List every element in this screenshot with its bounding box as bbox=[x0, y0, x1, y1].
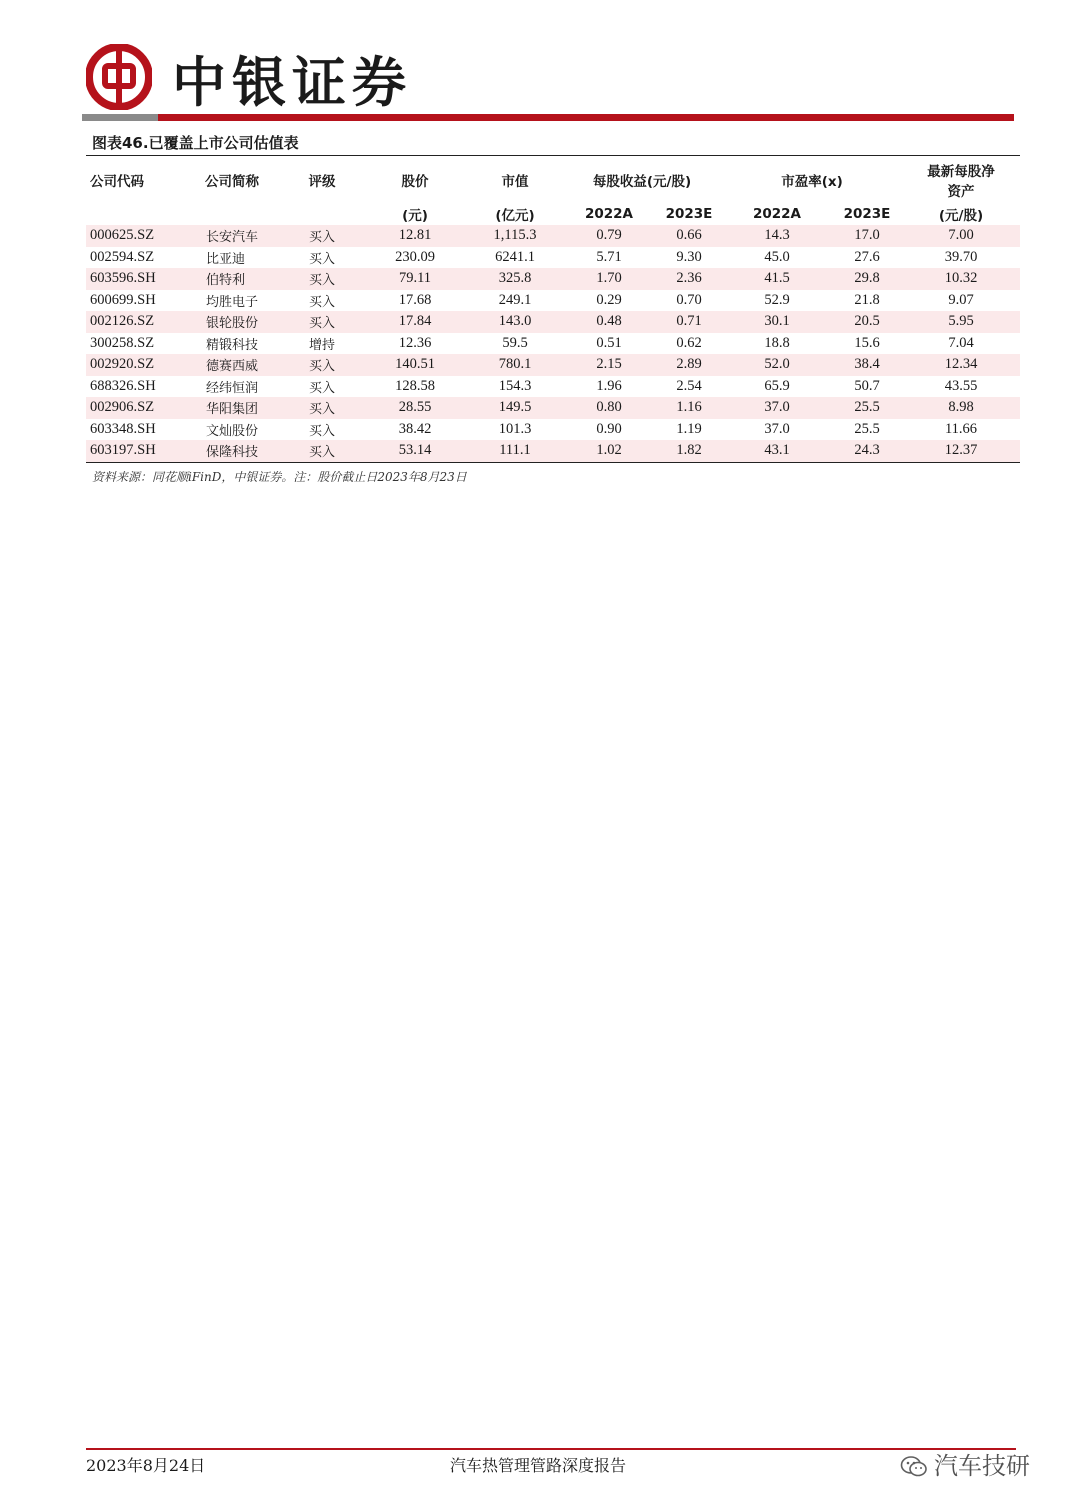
cell-price: 128.58 bbox=[395, 377, 435, 394]
cell-eps-2022: 0.29 bbox=[596, 291, 622, 308]
table-row bbox=[86, 397, 1020, 419]
cell-bvps: 12.34 bbox=[902, 354, 1020, 376]
cell-mcap: 101.3 bbox=[498, 420, 532, 437]
cell-mcap: 111.1 bbox=[468, 440, 562, 462]
header-row-1 bbox=[86, 157, 1020, 203]
col-header-name: 公司简称 bbox=[205, 174, 259, 190]
cell-eps-2023: 2.54 bbox=[676, 377, 702, 394]
footer-date: 2023年8月24日 bbox=[86, 1456, 206, 1475]
cell-eps-2022: 1.70 bbox=[562, 268, 656, 290]
cell-bvps: 7.04 bbox=[948, 334, 974, 351]
bvps-line2: 资产 bbox=[947, 184, 975, 200]
cell-rating: 买入 bbox=[308, 251, 335, 267]
mcap-unit: (亿元) bbox=[495, 208, 535, 224]
col-header-code: 公司代码 bbox=[90, 174, 144, 190]
table-row bbox=[86, 268, 1020, 290]
cell-eps-2023: 9.30 bbox=[676, 248, 702, 265]
table-row bbox=[86, 440, 1020, 462]
cell-eps-2023: 2.36 bbox=[656, 268, 722, 290]
cell-pe-2022: 30.1 bbox=[722, 311, 832, 333]
bank-of-china-logo bbox=[86, 44, 152, 110]
cell-bvps: 5.95 bbox=[902, 311, 1020, 333]
cell-rating: 买入 bbox=[282, 311, 362, 333]
cell-pe-2023: 38.4 bbox=[832, 354, 902, 376]
cell-code: 603348.SH bbox=[90, 420, 156, 437]
cell-mcap: 154.3 bbox=[498, 377, 532, 394]
table-row bbox=[86, 354, 1020, 376]
cell-eps-2022: 0.48 bbox=[562, 311, 656, 333]
cell-mcap: 325.8 bbox=[468, 268, 562, 290]
pe-2022-header: 2022A bbox=[752, 206, 802, 222]
cell-name: 文灿股份 bbox=[206, 423, 259, 439]
cell-rating: 买入 bbox=[308, 294, 335, 310]
cell-code: 002126.SZ bbox=[86, 311, 182, 333]
cell-price: 17.68 bbox=[398, 291, 432, 308]
cell-mcap: 249.1 bbox=[498, 291, 532, 308]
cell-name: 银轮股份 bbox=[182, 311, 282, 333]
header-bar-gray bbox=[82, 114, 158, 121]
cell-eps-2022: 1.02 bbox=[562, 440, 656, 462]
watermark-text: 汽车技研 bbox=[934, 1452, 1030, 1480]
table-row bbox=[86, 419, 1020, 441]
cell-pe-2023: 21.8 bbox=[854, 291, 880, 308]
cell-name: 精锻科技 bbox=[206, 337, 259, 353]
cell-name: 伯特利 bbox=[182, 268, 282, 290]
cell-code: 600699.SH bbox=[90, 291, 156, 308]
watermark bbox=[900, 1446, 1030, 1481]
cell-pe-2022: 43.1 bbox=[722, 440, 832, 462]
cell-mcap: 149.5 bbox=[468, 397, 562, 419]
cell-code: 300258.SZ bbox=[90, 334, 155, 351]
col-header-price: 股价 bbox=[401, 174, 429, 190]
cell-pe-2023: 50.7 bbox=[854, 377, 880, 394]
cell-eps-2022: 1.96 bbox=[596, 377, 622, 394]
col-header-bvps bbox=[902, 157, 1020, 203]
cell-pe-2023: 25.5 bbox=[854, 420, 880, 437]
cell-price: 140.51 bbox=[362, 354, 468, 376]
cell-pe-2022: 52.0 bbox=[722, 354, 832, 376]
cell-rating: 买入 bbox=[282, 354, 362, 376]
table-row bbox=[86, 333, 1020, 355]
table-body bbox=[86, 225, 1020, 462]
cell-price: 28.55 bbox=[362, 397, 468, 419]
cell-mcap: 59.5 bbox=[502, 334, 528, 351]
cell-pe-2022: 45.0 bbox=[764, 248, 790, 265]
cell-rating: 增持 bbox=[308, 337, 335, 353]
cell-price: 12.36 bbox=[398, 334, 432, 351]
bvps-unit: (元/股) bbox=[938, 208, 984, 224]
cell-eps-2023: 0.66 bbox=[656, 225, 722, 247]
cell-bvps: 39.70 bbox=[944, 248, 978, 265]
table-row bbox=[86, 290, 1020, 312]
eps-2023-header: 2023E bbox=[665, 206, 713, 222]
valuation-table bbox=[86, 157, 1020, 463]
cell-pe-2022: 18.8 bbox=[764, 334, 790, 351]
cell-pe-2022: 65.9 bbox=[764, 377, 790, 394]
col-header-rating: 评级 bbox=[308, 174, 336, 190]
header-row-2 bbox=[86, 203, 1020, 225]
cell-name: 长安汽车 bbox=[182, 225, 282, 247]
cell-name: 经纬恒润 bbox=[206, 380, 259, 396]
title-rule bbox=[86, 155, 1020, 156]
cell-code: 000625.SZ bbox=[86, 225, 182, 247]
cell-price: 53.14 bbox=[362, 440, 468, 462]
cell-price: 12.81 bbox=[362, 225, 468, 247]
cell-name: 均胜电子 bbox=[206, 294, 259, 310]
cell-pe-2023: 27.6 bbox=[854, 248, 880, 265]
cell-bvps: 9.07 bbox=[948, 291, 974, 308]
cell-pe-2022: 37.0 bbox=[722, 397, 832, 419]
cell-mcap: 143.0 bbox=[468, 311, 562, 333]
cell-eps-2022: 2.15 bbox=[562, 354, 656, 376]
table-row bbox=[86, 247, 1020, 269]
cell-bvps: 12.37 bbox=[902, 440, 1020, 462]
cell-bvps: 8.98 bbox=[902, 397, 1020, 419]
cell-eps-2023: 1.16 bbox=[656, 397, 722, 419]
cell-eps-2022: 0.80 bbox=[562, 397, 656, 419]
cell-rating: 买入 bbox=[282, 268, 362, 290]
cell-pe-2022: 41.5 bbox=[722, 268, 832, 290]
cell-eps-2023: 0.71 bbox=[656, 311, 722, 333]
cell-name: 保隆科技 bbox=[182, 440, 282, 462]
table-row bbox=[86, 311, 1020, 333]
col-header-eps: 每股收益(元/股) bbox=[592, 174, 692, 190]
eps-2022-header: 2022A bbox=[584, 206, 634, 222]
cell-eps-2023: 1.82 bbox=[656, 440, 722, 462]
page-header bbox=[0, 0, 1080, 125]
cell-pe-2022: 14.3 bbox=[722, 225, 832, 247]
cell-eps-2023: 0.62 bbox=[676, 334, 702, 351]
cell-code: 002920.SZ bbox=[86, 354, 182, 376]
col-header-mcap: 市值 bbox=[501, 174, 529, 190]
cell-eps-2023: 0.70 bbox=[676, 291, 702, 308]
cell-price: 79.11 bbox=[362, 268, 468, 290]
cell-eps-2023: 1.19 bbox=[676, 420, 702, 437]
cell-code: 688326.SH bbox=[90, 377, 156, 394]
header-bar-red bbox=[158, 114, 1014, 121]
cell-name: 华阳集团 bbox=[182, 397, 282, 419]
cell-rating: 买入 bbox=[308, 380, 335, 396]
cell-pe-2022: 37.0 bbox=[764, 420, 790, 437]
cell-pe-2023: 17.0 bbox=[832, 225, 902, 247]
cell-eps-2022: 0.79 bbox=[562, 225, 656, 247]
wechat-icon bbox=[900, 1455, 928, 1479]
cell-pe-2023: 20.5 bbox=[832, 311, 902, 333]
cell-eps-2023: 2.89 bbox=[656, 354, 722, 376]
cell-eps-2022: 5.71 bbox=[596, 248, 622, 265]
cell-mcap: 780.1 bbox=[468, 354, 562, 376]
cell-code: 603197.SH bbox=[86, 440, 182, 462]
cell-bvps: 43.55 bbox=[944, 377, 978, 394]
cell-name: 比亚迪 bbox=[206, 251, 246, 267]
brand-name: 中银证券 bbox=[172, 50, 412, 114]
cell-rating: 买入 bbox=[282, 440, 362, 462]
cell-eps-2022: 0.90 bbox=[596, 420, 622, 437]
cell-bvps: 10.32 bbox=[902, 268, 1020, 290]
col-header-pe: 市盈率(x) bbox=[781, 174, 843, 190]
cell-bvps: 11.66 bbox=[944, 420, 978, 437]
cell-pe-2022: 52.9 bbox=[764, 291, 790, 308]
cell-rating: 买入 bbox=[308, 423, 335, 439]
cell-bvps: 7.00 bbox=[902, 225, 1020, 247]
cell-rating: 买入 bbox=[282, 225, 362, 247]
cell-mcap: 6241.1 bbox=[495, 248, 535, 265]
table-title: 图表46.已覆盖上市公司估值表 bbox=[92, 134, 299, 152]
footer-rule bbox=[86, 1448, 1016, 1450]
bvps-line1: 最新每股净 bbox=[927, 164, 995, 180]
price-unit: (元) bbox=[402, 208, 428, 224]
footer-report-title: 汽车热管理管路深度报告 bbox=[450, 1456, 627, 1475]
cell-price: 38.42 bbox=[398, 420, 432, 437]
cell-pe-2023: 15.6 bbox=[854, 334, 880, 351]
cell-code: 002594.SZ bbox=[90, 248, 155, 265]
cell-pe-2023: 29.8 bbox=[832, 268, 902, 290]
cell-price: 230.09 bbox=[395, 248, 435, 265]
cell-pe-2023: 25.5 bbox=[832, 397, 902, 419]
cell-price: 17.84 bbox=[362, 311, 468, 333]
table-row bbox=[86, 376, 1020, 398]
source-note: 资料来源：同花顺iFinD，中银证券。注：股价截止日2023年8月23日 bbox=[92, 470, 467, 484]
cell-code: 002906.SZ bbox=[86, 397, 182, 419]
cell-eps-2022: 0.51 bbox=[596, 334, 622, 351]
table-row bbox=[86, 225, 1020, 247]
cell-rating: 买入 bbox=[282, 397, 362, 419]
pe-2023-header: 2023E bbox=[843, 206, 891, 222]
cell-mcap: 1,115.3 bbox=[468, 225, 562, 247]
cell-name: 德赛西威 bbox=[182, 354, 282, 376]
cell-code: 603596.SH bbox=[86, 268, 182, 290]
cell-pe-2023: 24.3 bbox=[832, 440, 902, 462]
